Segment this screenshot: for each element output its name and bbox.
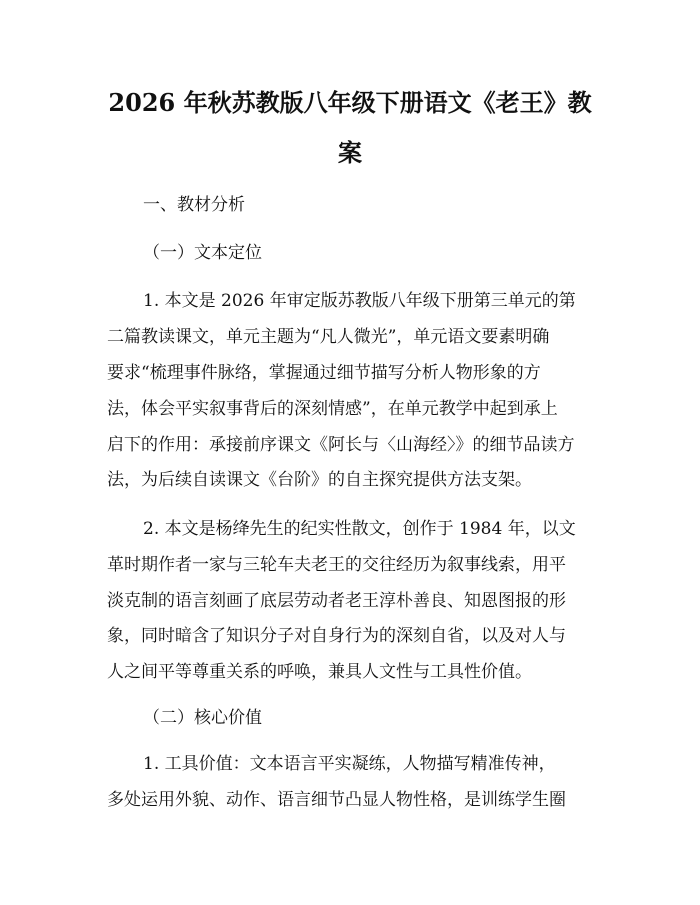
section-heading-textbook-analysis: 一、教材分析 [143, 195, 245, 215]
paragraph-1-line: 1. 本文是 2026 年审定版苏教版八年级下册第三单元的第 [143, 291, 576, 311]
paragraph-2-line: 人之间平等尊重关系的呼唤，兼具人文性与工具性价值。 [107, 662, 532, 682]
subsection-heading-text-positioning: （一）文本定位 [143, 243, 262, 263]
paragraph-1-line: 法，体会平实叙事背后的深刻情感”，在单元教学中起到承上 [107, 399, 558, 419]
subsection-heading-core-value: （二）核心价值 [143, 708, 262, 728]
paragraph-2-line: 2. 本文是杨绛先生的纪实性散文，创作于 1984 年，以文 [143, 519, 576, 539]
paragraph-2-line: 象，同时暗含了知识分子对自身行为的深刻自省，以及对人与 [107, 626, 566, 646]
paragraph-1-line: 二篇教读课文，单元主题为“凡人微光”，单元语文要素明确 [107, 327, 550, 347]
paragraph-1-line: 要求“梳理事件脉络，掌握通过细节描写分析人物形象的方 [107, 363, 541, 383]
paragraph-1-line: 启下的作用：承接前序课文《阿长与〈山海经〉》的细节品读方 [107, 435, 575, 455]
document-title-line-2: 案 [338, 138, 362, 167]
paragraph-1-line: 法，为后续自读课文《台阶》的自主探究提供方法支架。 [107, 470, 532, 490]
paragraph-3-line: 多处运用外貌、动作、语言细节凸显人物性格，是训练学生圈 [107, 790, 566, 810]
document-title-line-1: 2026 年秋苏教版八年级下册语文《老王》教 [108, 88, 592, 117]
paragraph-2-line: 革时期作者一家与三轮车夫老王的交往经历为叙事线索，用平 [107, 555, 566, 575]
paragraph-2-line: 淡克制的语言刻画了底层劳动者老王淳朴善良、知恩图报的形 [107, 591, 566, 611]
paragraph-3-line: 1. 工具价值：文本语言平实凝练，人物描写精准传神， [143, 754, 556, 774]
